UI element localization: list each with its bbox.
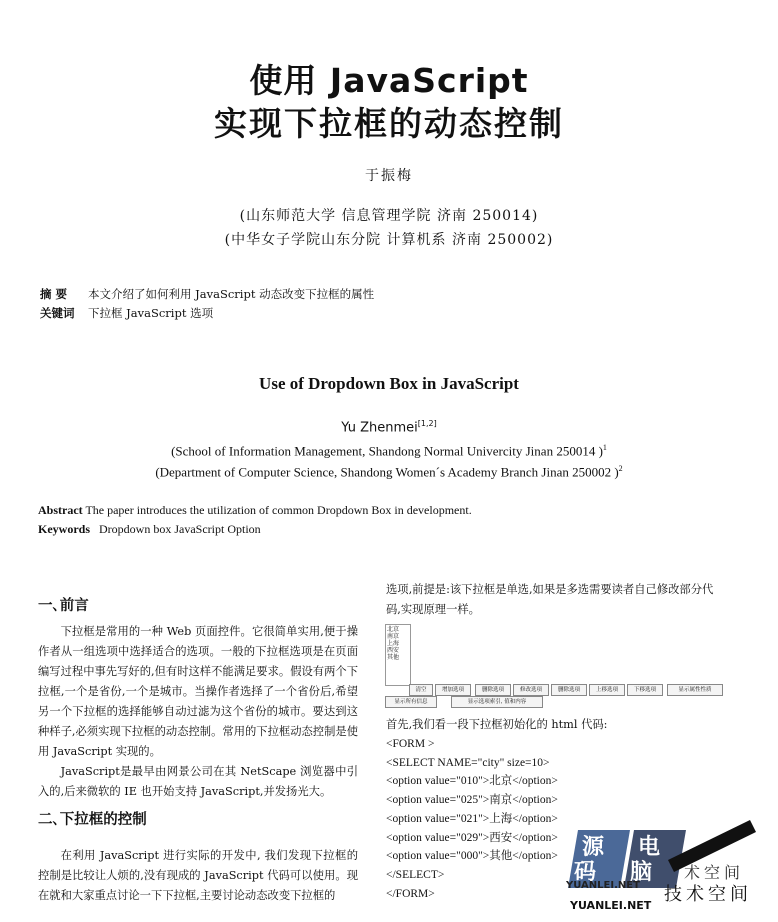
- figure-dropdown-demo: [385, 624, 723, 709]
- paper-title-line1: 使用 JavaScript: [249, 61, 529, 100]
- english-affiliation-2: [0, 464, 778, 480]
- figure-button-add: 增加选项: [435, 684, 471, 696]
- figure-list-item: 西安: [387, 647, 400, 654]
- watermark-tag1: 术空间: [684, 863, 745, 882]
- right-after-figure-text: 首先,我们看一段下拉框初始化的 html 代码:: [386, 718, 608, 731]
- abstract-text: 本文介绍了如何利用 JavaScript 动态改变下拉框的属性: [88, 287, 375, 301]
- paper-title-line2: 实现下拉框的动态控制: [214, 104, 564, 143]
- section2-paragraph1: 在利用 JavaScript 进行实际的开发中, 我们发现下拉框的控制是比较让人烦的,没有现成的 JavaScript 代码可以使用。现在就和大家重点讨论一下下拉框,主要讨论动态改变下拉框的: [38, 849, 358, 902]
- section2-body: [38, 846, 358, 906]
- figure-button-show-all: 显示所有信息: [385, 696, 437, 708]
- right-intro-text: 选项,前提是:该下拉框是单选,如果是多选需要读者自己修改部分代码,实现原理一样。: [386, 583, 714, 616]
- english-aff2-sup: 2: [618, 464, 623, 473]
- english-keywords-text: Dropdown box JavaScript Option: [99, 522, 261, 536]
- code-line: <option value="021">上海</option>: [386, 812, 558, 825]
- english-keywords-label: Keywords: [38, 522, 90, 536]
- watermark-char2: 码: [574, 860, 597, 885]
- section1-heading: 一､前言: [38, 598, 89, 614]
- affiliation-1: (山东师范大学 信息管理学院 济南 250014): [239, 208, 539, 224]
- section2-heading: 二､下拉框的控制: [38, 812, 147, 828]
- english-author-sup: [1,2]: [417, 419, 437, 428]
- english-author: [0, 419, 778, 435]
- english-abstract-text: The paper introduces the utilization of common Dropdown Box in development.: [85, 503, 472, 517]
- figure-list-item: 南京: [387, 633, 400, 640]
- english-aff1-sup: 1: [602, 443, 607, 452]
- code-line: <option value="010">北京</option>: [386, 775, 558, 788]
- watermark-char4: 脑: [630, 860, 653, 885]
- code-line: <option value="025">南京</option>: [386, 794, 558, 807]
- figure-button-clear: 清空: [409, 684, 433, 696]
- code-line: </FORM>: [386, 887, 435, 900]
- keywords-label: 关键词: [40, 306, 75, 320]
- section1-paragraph2: JavaScript是最早由网景公司在其 NetScape 浏览器中引入的,后来微软的 IE 也开始支持 JavaScript,并发扬光大。: [38, 765, 358, 798]
- author-name: 于振梅: [365, 168, 413, 184]
- html-code-block: [386, 735, 558, 903]
- code-line: <option value="029">西安</option>: [386, 831, 558, 844]
- figure-button-move-up: 上移选项: [589, 684, 625, 696]
- abstract-label: 摘 要: [40, 287, 68, 301]
- figure-button-show-index: 显示选项索引, 值和内容: [451, 696, 543, 708]
- english-keywords: [38, 522, 261, 537]
- figure-button-modify: 修改选项: [513, 684, 549, 696]
- figure-button-delete2: 删除选项: [551, 684, 587, 696]
- code-line: <FORM >: [386, 738, 435, 750]
- watermark-char3: 电: [638, 835, 661, 860]
- watermark-site2: YUANLEI.NET: [570, 899, 652, 912]
- section1-paragraph1: 下拉框是常用的一种 Web 页面控件。它很简单实用,便于操作者从一组选项中选择适合的选项。一般的下拉框选项是在页面编写过程中事先写好的,但有时这样不能满足要求。假设有两个下拉框,一个是省份,一个是城市。当操作者选择了一个省份后,希望另一个下拉框的选择能够自动过滤为这个省份的城市。要达到这种样子,必须实现下拉框的动态控制。常用的下拉框动态控制是使用 JavaScript 实现的。: [38, 625, 358, 758]
- code-line: <option value="000">其他</option>: [386, 850, 558, 863]
- figure-list-item: 北京: [387, 626, 400, 633]
- code-line: </SELECT>: [386, 868, 445, 881]
- english-aff2-text: (Department of Computer Science, Shandong Women´s Academy Branch Jinan 250002 ): [155, 464, 619, 480]
- figure-button-delete: 删除选项: [475, 684, 511, 696]
- english-affiliation-1: [0, 443, 778, 459]
- figure-list-item: 其他: [387, 654, 400, 661]
- english-aff1-text: (School of Information Management, Shandong Normal Univercity Jinan 250014 ): [171, 443, 603, 459]
- figure-button-show-props: 显示属性性质: [667, 684, 723, 696]
- english-author-name: Yu Zhenmei: [341, 420, 418, 436]
- figure-listbox: [385, 624, 411, 686]
- keywords-text: 下拉框 JavaScript 选项: [88, 306, 214, 320]
- code-line: <SELECT NAME="city" size=10>: [386, 756, 550, 769]
- section1-body: [38, 622, 358, 802]
- english-abstract: [38, 503, 472, 518]
- watermark-logo: [560, 800, 778, 918]
- affiliation-2: (中华女子学院山东分院 计算机系 济南 250002): [224, 232, 554, 248]
- english-abstract-label: Abstract: [38, 503, 83, 517]
- figure-list-item: 上海: [387, 640, 400, 647]
- figure-button-move-down: 下移选项: [627, 684, 663, 696]
- watermark-char1: 源: [582, 835, 605, 860]
- watermark-site1: YUANLEI.NET: [566, 880, 640, 891]
- english-title: Use of Dropdown Box in JavaScript: [259, 374, 519, 393]
- watermark-tag2: 技术空间: [664, 884, 752, 905]
